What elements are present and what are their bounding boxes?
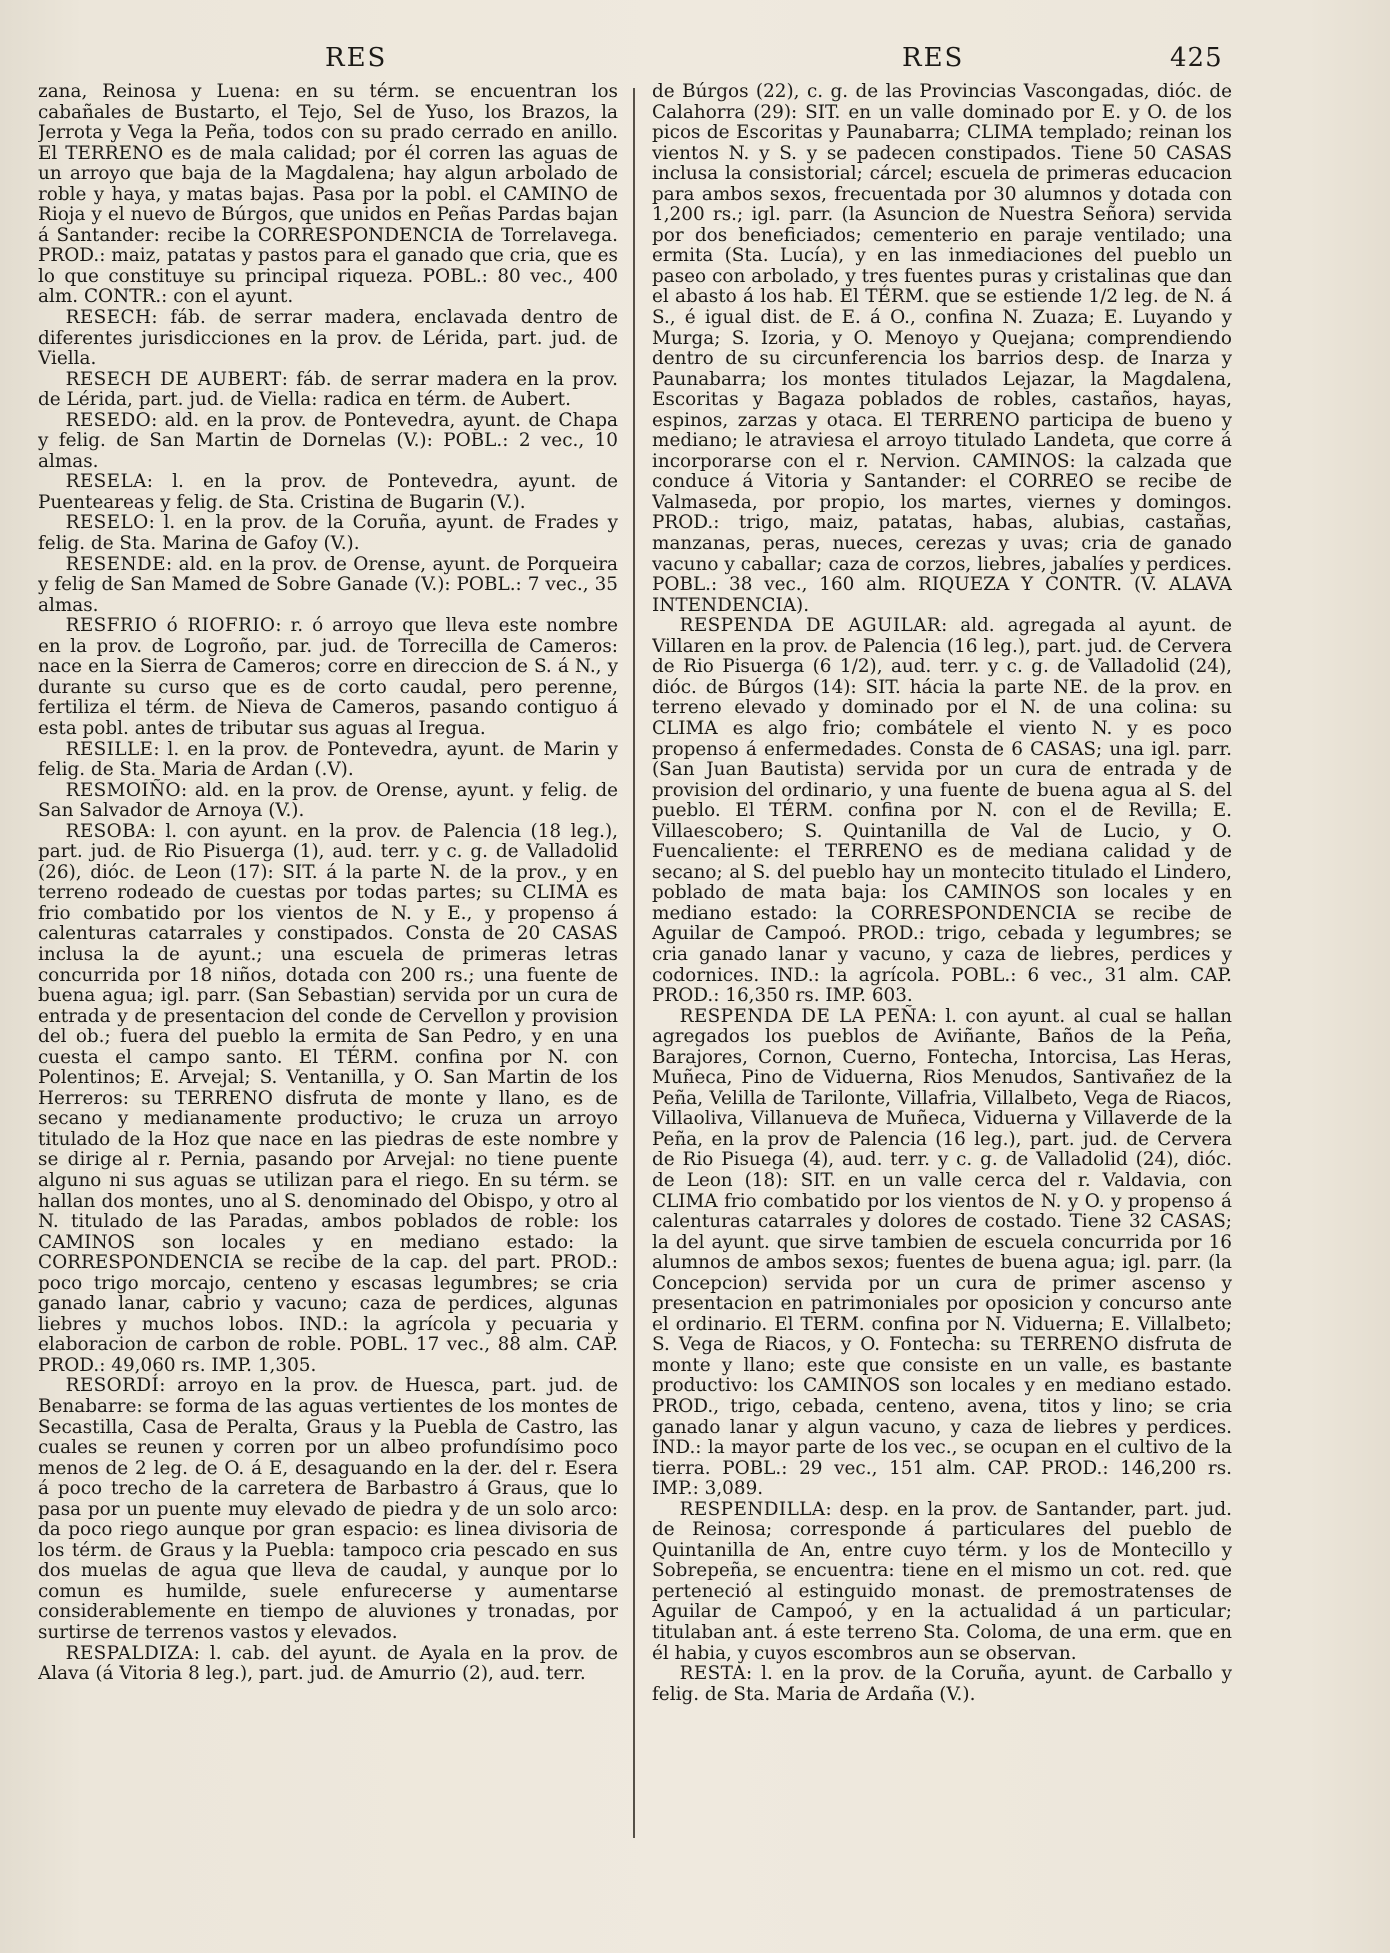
headword: RESPALDIZA xyxy=(65,1642,194,1664)
page-number: 425 xyxy=(1170,43,1223,73)
entry-resoba: RESOBA: l. con ayunt. en la prov. de Palencia (18 leg.), part. jud. de Rio Pisuerga (1), aud. terr. y c. g. de Valladolid (26), dióc. de Leon (17): SIT. á la parte N. de la prov., y en terreno rodeado de cuestas por todas partes; su CLIMA es frio combatido por los vientos de N. y E., y propenso á calenturas catarrales y constipados. Consta de 20 CASAS inclusa la de ayunt.; una escuela de primeras letras concurrida por 18 niños, dotada con 200 rs.; una fuente de buena agua; igl. parr. (San Sebastian) servida por un cura de entrada y de presentacion del conde de Cervellon y provision del ob.; fuera del pueblo la ermita de San Pedro, y en una cuesta el campo santo. El TÉRM. confina por N. con Polentinos; E. Arvejal; S. Ventanilla, y O. San Martin de los Herreros: su TERRENO disfruta de monte y llano, es de secano y medianamente productivo; le cruza un arroyo titulado de la Hoz que nace en las piedras de este nombre y se dirige al r. Pernia, pasando por Arvejal: no tiene puente alguno ni sus aguas se utilizan para el riego. En su térm. se hallan dos montes, uno al S. denominado del Obispo, y otro al N. titulado de las Paradas, ambos poblados de roble: los CAMINOS son locales y en mediano estado: la CORRESPONDENCIA se recibe de la cap. del part. PROD.: poco trigo morcajo, centeno y escasas legumbres; se cria ganado lanar, cabrio y vacuno; caza de perdices, algunas liebres y muchos lobos. IND.: la agrícola y pecuaria y elaboracion de carbon de roble. POBL. 17 vec., 88 alm. CAP. PROD.: 49,060 rs. IMP. 1,305. xyxy=(38,820,618,1376)
entry-resordi: RESORDÍ: arroyo en la prov. de Huesca, part. jud. de Benabarre: se forma de las aguas vertientes de los montes de Secastilla, Casa de Peralta, Graus y la Puebla de Castro, las cuales se reunen y corren por un albeo profundísimo poco menos de 2 leg. de O. á E, desaguando en la der. del r. Esera á poco trecho de la carretera de Barbastro á Graus, que lo pasa por un puente muy elevado de piedra y de un solo arco: da poco riego aunque por gran espacio: es linea divisoria de los térm. de Graus y la Puebla: tampoco cria pescado en sus dos muelas de agua que lleva de caudal, y aunque por lo comun es humilde, suele enfurecerse y aumentarse considerablemente en tiempo de aluviones y tronadas, por surtirse de terrenos vastos y elevados. xyxy=(38,1375,618,1644)
entry-resta: RESTA: l. en la prov. de la Coruña, ayunt. de Carballo y felig. de Sta. Maria de Ardaña (V.). xyxy=(652,1663,1232,1705)
running-header-left: RES xyxy=(325,43,388,73)
entry-continuation: zana, Reinosa y Luena: en su térm. se encuentran los cabañales de Bustarto, el Tejo, Sel de Yuso, los Brazos, la Jerrota y Vega la Peña, todos con su prado cerrado en anillo. El TERRENO es de mala calidad; por él corren las aguas de un arroyo que baja de la Magdalena; hay algun arbolado de roble y haya, y matas bajas. Pasa por la pobl. el CAMINO de Rioja y el nuevo de Búrgos, que unidos en Peñas Pardas bajan á Santander: recibe la CORRESPONDENCIA de Torrelavega. PROD.: maiz, patatas y pastos para el ganado que cria, que es lo que constituye su principal riqueza. POBL.: 80 vec., 400 alm. CONTR.: con el ayunt. xyxy=(38,82,618,308)
headword: RESOBA xyxy=(65,820,150,842)
column-divider xyxy=(633,88,635,1838)
entry-continuation: de Búrgos (22), c. g. de las Provincias Vascongadas, dióc. de Calahorra (29): SIT. en un valle dominado por E. y O. de los picos de Escoritas y Paunabarra; CLIMA templado; reinan los vientos N. y S. y se padecen constipados. Tiene 50 CASAS inclusa la consistorial; cárcel; escuela de primeras educacion para ambos sexos, frecuentada por 30 alumnos y dotada con 1,200 rs.; igl. parr. (la Asuncion de Nuestra Señora) servida por dos beneficiados; cementerio en paraje ventilado; una ermita (Sta. Lucía), y en las inmediaciones del pueblo un paseo con arbolado, y tres fuentes puras y cristalinas que dan el abasto á los hab. El TÉRM. que se estiende 1/2 leg. de N. á S., é igual dist. de E. á O., confina N. Zuaza; E. Luyando y Murga; S. Izoria, y O. Menoyo y Quejana; comprendiendo dentro de su circunferencia los barrios desp. de Inarza y Paunabarra; los montes titulados Lejazar, la Magdalena, Escoritas y Bagaza poblados de robles, castaños, hayas, espinos, zarzas y otaca. El TERRENO participa de bueno y mediano; le atraviesa el arroyo titulado Landeta, que corre á incorporarse con el r. Nervion. CAMINOS: la calzada que conduce á Vitoria y Santander: el CORREO se recibe de Valmaseda, por propio, los martes, viernes y domingos. PROD.: trigo, maiz, patatas, habas, alubias, castañas, manzanas, peras, nueces, cerezas y uvas; cria de ganado vacuno y caballar; caza de corzos, liebres, jabalíes y perdices. POBL.: 38 vec., 160 alm. RIQUEZA Y CONTR. (V. ALAVA INTENDENCIA). xyxy=(652,82,1232,616)
entry-resela: RESELA: l. en la prov. de Pontevedra, ayunt. de Puenteareas y felig. de Sta. Cristina de Bugarin (V.). xyxy=(38,471,618,513)
entry-reselo: RESELO: l. en la prov. de la Coruña, ayunt. de Frades y felig. de Sta. Marina de Gafoy (V.). xyxy=(38,512,618,555)
headword: RESECH DE AUBERT xyxy=(65,368,282,390)
entry-respenda-de-la-pena: RESPENDA DE LA PEÑA: l. con ayunt. al cual se hallan agregados los pueblos de Aviñante, Baños de la Peña, Barajores, Cornon, Cuerno, Fontecha, Intorcisa, Las Heras, Muñeca, Pino de Viduerna, Rios Menudos, Santivañez de la Peña, Velilla de Tarilonte, Villafria, Villalbeto, Vega de Riacos, Villaoliva, Villanueva de Muñeca, Viduerna y Villaverde de la Peña, en la prov de Palencia (16 leg.), part. jud. de Cervera de Rio Pisuega (4), aud. terr. y c. g. de Valladolid (24), dióc. de Leon (18): SIT. en un valle cerca del r. Valdavia, con CLIMA frio combatido por los vientos de N. y O. y propenso á calenturas catarrales y dolores de costado. Tiene 32 CASAS; la del ayunt. que sirve tambien de escuela concurrida por 16 alumnos de ambos sexos; fuentes de buena agua; igl. parr. (la Concepcion) servida por un cura de primer ascenso y presentacion en patrimoniales por oposicion y concurso ante el ordinario. El TERM. confina por N. Viduerna; E. Villalbeto; S. Vega de Riacos, y O. Fontecha: su TERRENO disfruta de monte y llano; este que consiste en un valle, es bastante productivo: los CAMINOS son locales y en mediano estado. PROD., trigo, cebada, centeno, avena, titos y lino; se cria ganado lanar y algun vacuno, y caza de liebres y perdices. IND.: la mayor parte de los vec., se ocupan en el cultivo de la tierra. POBL.: 29 vec., 151 alm. CAP. PROD.: 146,200 rs. IMP.: 3,089. xyxy=(652,1005,1232,1500)
headword: RESPENDILLA xyxy=(679,1498,826,1520)
entry-resende: RESENDE: ald. en la prov. de Orense, ayunt. de Porqueira y felig de San Mamed de Sobre Ganade (V.): POBL.: 7 vec., 35 almas. xyxy=(38,553,618,616)
entry-resille: RESILLE: l. en la prov. de Pontevedra, ayunt. de Marin y felig. de Sta. Maria de Ardan (.V). xyxy=(38,738,618,781)
right-column xyxy=(652,82,1232,1912)
headword: RESECH xyxy=(65,307,152,329)
headword: RESMOIÑO xyxy=(65,779,182,801)
entry-resech-de-aubert: RESECH DE AUBERT: fáb. de serrar madera en la prov. de Lérida, part. jud. de Viella: radica en térm. de Aubert. xyxy=(38,368,618,411)
entry-resedo: RESEDO: ald. en la prov. de Pontevedra, ayunt. de Chapa y felig. de San Martin de Dornelas (V.): POBL.: 2 vec., 10 almas. xyxy=(38,409,618,472)
headword: RESORDÍ xyxy=(65,1375,160,1397)
headword: RESEDO xyxy=(65,409,152,431)
headword: RESPENDA DE LA PEÑA xyxy=(679,1005,931,1027)
entry-respenda-de-aguilar: RESPENDA DE AGUILAR: ald. agregada al ayunt. de Villaren en la prov. de Palencia (16 leg.), part. jud. de Cervera de Rio Pisuerga (6 1/2), aud. terr. y c. g. de Valladolid (24), dióc. de Búrgos (14): SIT. hácia la parte NE. de la prov. en terreno elevado y dominado por el N. de una colina: su CLIMA es algo frio; combátele el viento N. y es poco propenso á enfermedades. Consta de 6 CASAS; una igl. parr. (San Juan Bautista) servida por un cura de entrada y de provision del ordinario, y una fuente de buena agua al S. del pueblo. El TÉRM. confina por N. con el de Revilla; E. Villaescobero; S. Quintanilla de Val de Lucio, y O. Fuencaliente: el TERRENO es de mediana calidad y de secano; al S. del pueblo hay un montecito titulado el Lindero, poblado de mata baja: los CAMINOS son locales y en mediano estado: la CORRESPONDENCIA se recibe de Aguilar de Campoó. PROD.: trigo, cebada y legumbres; se cria ganado lanar y vacuno, y caza de liebres, perdices y codornices. IND.: la agrícola. POBL.: 6 vec., 31 alm. CAP. PROD.: 16,350 rs. IMP. 603. xyxy=(652,615,1232,1007)
entry-resech: RESECH: fáb. de serrar madera, enclavada dentro de diferentes jurisdicciones en la prov. de Lérida, part. jud. de Viella. xyxy=(38,307,618,370)
headword: RESENDE xyxy=(65,553,166,575)
left-column xyxy=(38,82,618,1912)
headword: RESELO xyxy=(65,512,149,534)
headword: RESTA xyxy=(679,1663,747,1685)
headword: RESFRIO ó RIOFRIO xyxy=(65,615,276,637)
running-header-right: RES xyxy=(902,43,965,73)
entry-respaldiza: RESPALDIZA: l. cab. del ayunt. de Ayala en la prov. de Alava (á Vitoria 8 leg.), part. jud. de Amurrio (2), aud. terr. xyxy=(38,1642,618,1685)
entry-resfrio: RESFRIO ó RIOFRIO: r. ó arroyo que lleva este nombre en la prov. de Logroño, par. jud. de Torrecilla de Cameros: nace en la Sierra de Cameros; corre en direccion de S. á N., y durante su curso que es de corto caudal, pero perenne, fertiliza el térm. de Nieva de Cameros, pasando contiguo á esta pobl. antes de tributar sus aguas al Iregua. xyxy=(38,615,618,739)
headword: RESILLE xyxy=(65,738,154,760)
entry-respendilla: RESPENDILLA: desp. en la prov. de Santander, part. jud. de Reinosa; corresponde á particulares del pueblo de Quintanilla de An, entre cuyo térm. y los de Montecillo y Sobrepeña, se encuentra: tiene en el mismo un cot. red. que perteneció al estinguido monast. de premostratenses de Aguilar de Campoó, y en la actualidad á un particular; titulaban ant. á este terreno Sta. Coloma, de una erm. que en él habia, y cuyos escombros aun se observan. xyxy=(652,1498,1232,1664)
headword: RESELA xyxy=(65,471,147,493)
entry-resmoino: RESMOIÑO: ald. en la prov. de Orense, ayunt. y felig. de San Salvador de Arnoya (V.). xyxy=(38,779,618,822)
headword: RESPENDA DE AGUILAR xyxy=(679,615,942,637)
